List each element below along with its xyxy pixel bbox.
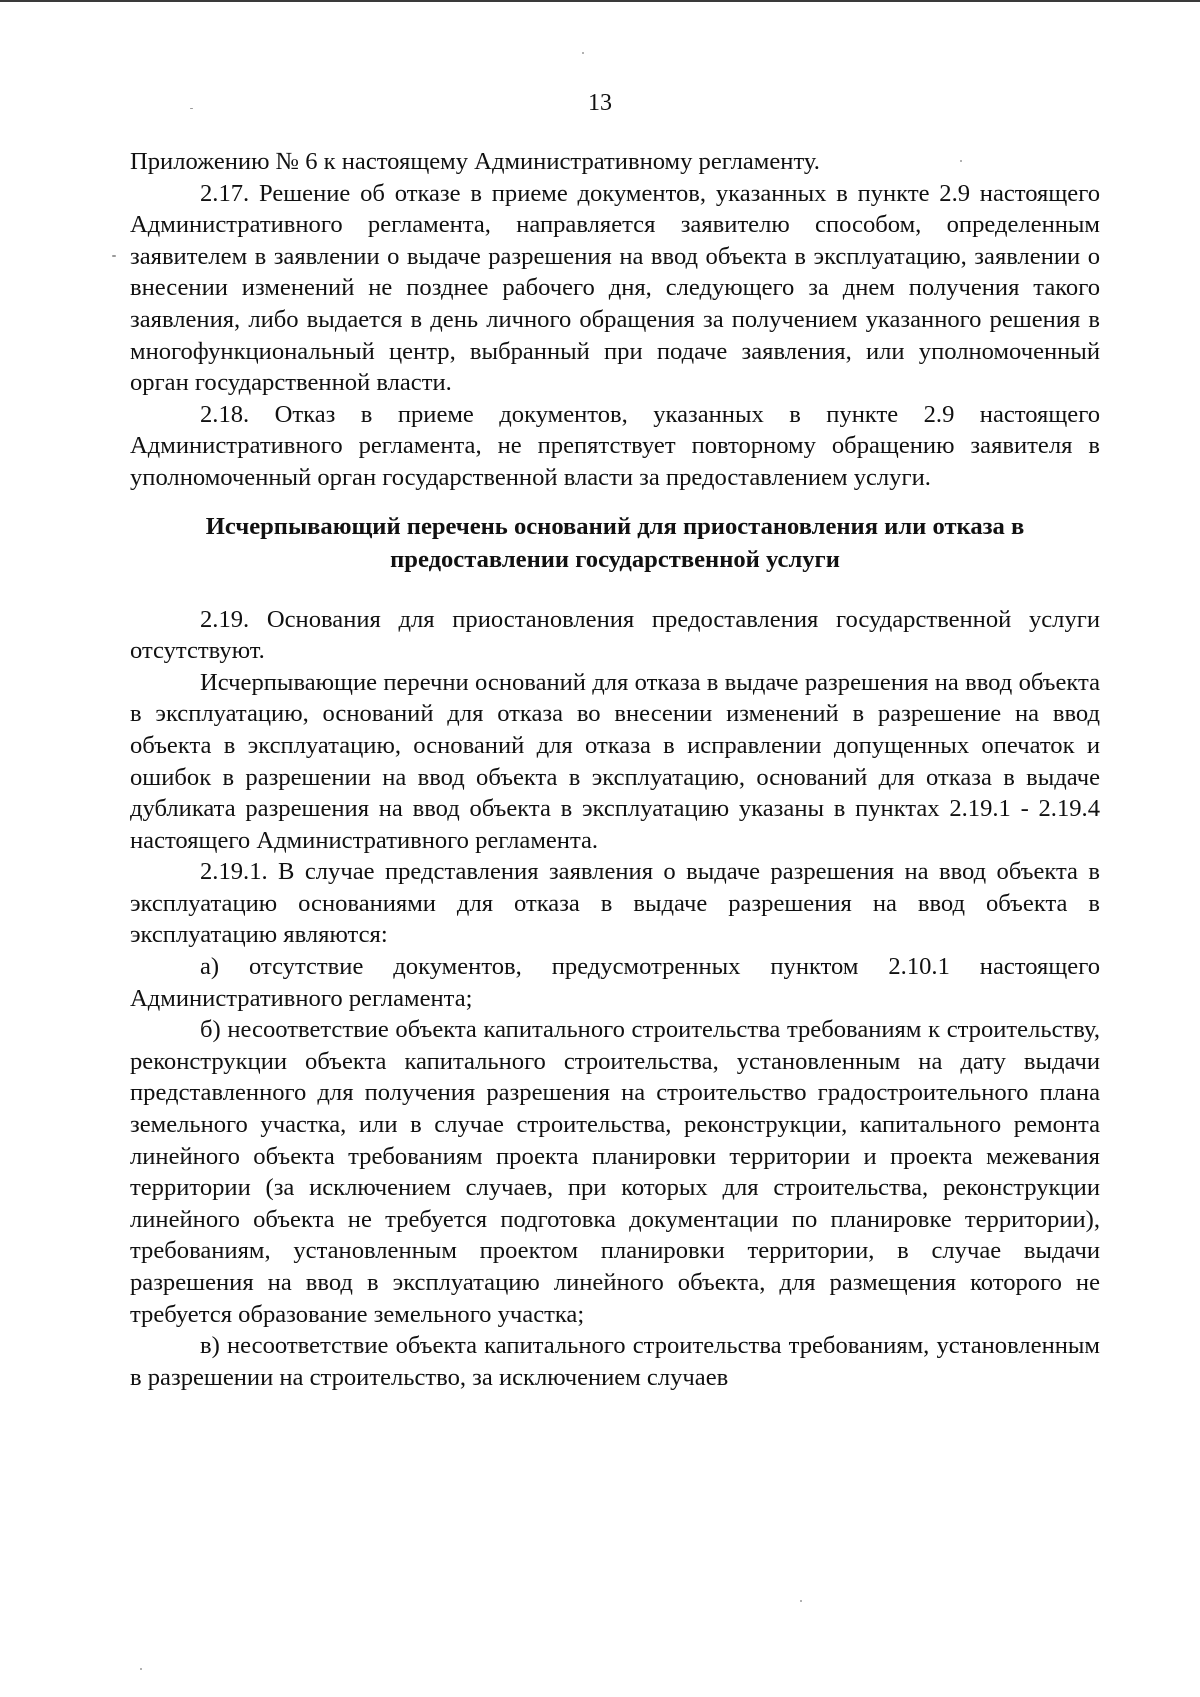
list-item-v: в) несоответствие объекта капитального строительства требованиям, установленным в разрешении на строительство, за исключением случаев (130, 1332, 1100, 1391)
paragraph-2-17: 2.17. Решение об отказе в приеме документов, указанных в пункте 2.9 настоящего Административного регламента, направляется заявителю способом, определенным заявителем в заявлении о выдаче разрешения на ввод объекта в эксплуатацию, заявлении о внесении изменений не позднее рабочего дня, следующего за днем получения такого заявления, либо выдается в день личного обращения за получением указанного решения в многофункциональный центр, выбранный при подаче заявления, или уполномоченный орган государственной власти. (130, 179, 1100, 397)
scan-speck (582, 52, 584, 54)
scan-speck (112, 255, 116, 257)
page-number: 13 (588, 90, 612, 116)
scan-top-edge (0, 0, 1200, 2)
paragraph-2-18: 2.18. Отказ в приеме документов, указанных в пункте 2.9 настоящего Административного регламента, не препятствует повторному обращению заявителя в уполномоченный орган государственной власти за предоставлением услуги. (130, 400, 1100, 491)
section-heading: Исчерпывающий перечень оснований для приостановления или отказа в предоставлении государственной услуги (205, 512, 1025, 573)
scan-speck (800, 1600, 802, 1602)
list-item-a: а) отсутствие документов, предусмотренных пунктом 2.10.1 настоящего Административного регламента; (130, 953, 1100, 1012)
paragraph-appendix-ref: Приложению № 6 к настоящему Административному регламенту. (130, 148, 820, 175)
list-item-b: б) несоответствие объекта капитального строительства требованиям к строительству, реконструкции объекта капитального строительства, установленным на дату выдачи представленного для получения разрешения на строительство градостроительного плана земельного участка, или в случае строительства, реконструкции, капитального ремонта линейного объекта требованиям проекта планировки территории и проекта межевания территории (за исключением случаев, при которых для строительства, реконструкции линейного объекта не требуется подготовка документации по планировке территории), требованиям, установленным проектом планировки территории, в случае выдачи разрешения на ввод в эксплуатацию линейного объекта, для размещения которого не требуется образование земельного участка; (130, 1016, 1100, 1328)
scan-speck (140, 1668, 142, 1670)
document-body (130, 146, 1100, 1393)
paragraph-2-19-1: 2.19.1. В случае представления заявления о выдаче разрешения на ввод объекта в эксплуатацию основаниями для отказа в выдаче разрешения на ввод объекта в эксплуатацию являются: (130, 858, 1100, 949)
paragraph-2-19: 2.19. Основания для приостановления предоставления государственной услуги отсутствуют. (130, 605, 1100, 665)
paragraph-exhaustive-lists: Исчерпывающие перечни оснований для отказа в выдаче разрешения на ввод объекта в эксплуатацию, оснований для отказа во внесении изменений в разрешение на ввод объекта в эксплуатацию, оснований для отказа в исправлении допущенных опечаток и ошибок в разрешении на ввод объекта в эксплуатацию, оснований для отказа в выдаче дубликата разрешения на ввод объекта в эксплуатацию указаны в пунктах 2.19.1 - 2.19.4 настоящего Административного регламента. (130, 668, 1100, 854)
